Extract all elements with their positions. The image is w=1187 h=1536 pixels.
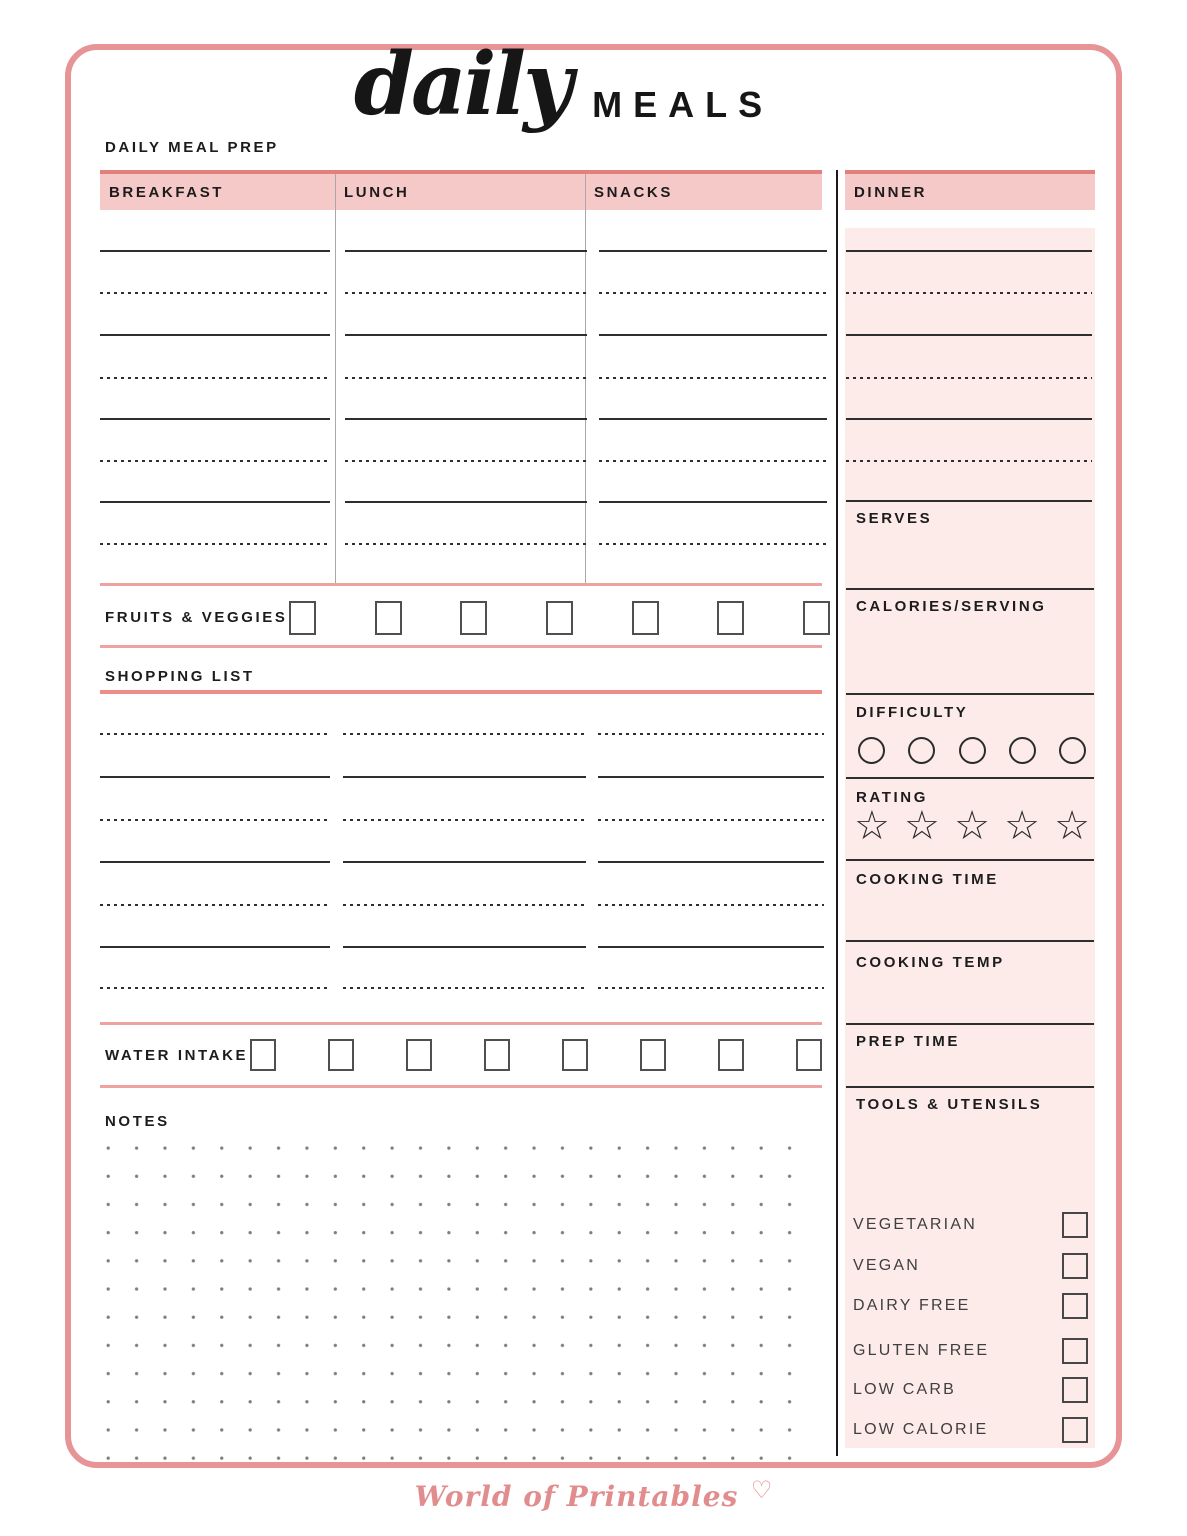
snacks-header-label: SNACKS xyxy=(594,183,673,201)
writing-line xyxy=(100,946,330,948)
dietary-row-dairy-free xyxy=(853,1292,1088,1320)
writing-line xyxy=(846,377,1092,379)
writing-line xyxy=(343,776,586,778)
writing-line xyxy=(598,819,824,821)
writing-line xyxy=(599,543,827,545)
writing-line xyxy=(599,418,827,420)
writing-line xyxy=(100,543,330,545)
breakfast-header-label: BREAKFAST xyxy=(109,183,225,201)
writing-line xyxy=(599,501,827,503)
writing-line xyxy=(100,904,330,906)
water-intake-checkboxes xyxy=(250,1039,822,1071)
writing-line xyxy=(598,946,824,948)
water-checkbox[interactable] xyxy=(484,1039,510,1071)
difficulty-circle[interactable] xyxy=(908,737,935,764)
field-separator xyxy=(846,588,1094,590)
writing-line xyxy=(343,861,586,863)
writing-line xyxy=(846,418,1092,420)
writing-line xyxy=(345,250,587,252)
writing-line xyxy=(598,987,824,989)
water-checkbox[interactable] xyxy=(250,1039,276,1071)
writing-line xyxy=(345,377,587,379)
field-separator xyxy=(846,1086,1094,1088)
snacks-header-cell xyxy=(585,174,822,210)
water-checkbox[interactable] xyxy=(718,1039,744,1071)
writing-line xyxy=(598,904,824,906)
cooking-temp-label: COOKING TEMP xyxy=(856,954,1005,971)
writing-line xyxy=(100,501,330,503)
writing-line xyxy=(846,292,1092,294)
footer-brand-text: World of Printables xyxy=(414,1480,739,1513)
writing-line xyxy=(345,501,587,503)
difficulty-circle[interactable] xyxy=(959,737,986,764)
lunch-header-cell xyxy=(335,174,585,210)
field-separator xyxy=(846,693,1094,695)
vegetarian-checkbox[interactable] xyxy=(1062,1212,1088,1238)
writing-line xyxy=(100,250,330,252)
shopping-list-underline xyxy=(100,690,822,694)
fruits-checkbox[interactable] xyxy=(375,601,402,635)
vegan-checkbox[interactable] xyxy=(1062,1253,1088,1279)
pink-separator xyxy=(100,1085,822,1088)
notes-label: NOTES xyxy=(105,1113,170,1130)
writing-line xyxy=(100,733,330,735)
writing-line xyxy=(345,460,587,462)
title-caps-word: MEALS xyxy=(592,84,774,125)
dinner-header xyxy=(845,170,1095,210)
field-separator xyxy=(846,859,1094,861)
dinner-header-label: DINNER xyxy=(854,183,928,201)
writing-line xyxy=(598,776,824,778)
writing-line xyxy=(345,418,587,420)
water-checkbox[interactable] xyxy=(406,1039,432,1071)
writing-line xyxy=(100,819,330,821)
dietary-row-vegetarian xyxy=(853,1211,1088,1239)
title-script-word: daily xyxy=(353,34,571,135)
water-intake-label: WATER INTAKE xyxy=(105,1047,249,1064)
writing-line xyxy=(100,861,330,863)
low-carb-checkbox[interactable] xyxy=(1062,1377,1088,1403)
page-title xyxy=(0,34,1157,152)
writing-line xyxy=(100,987,330,989)
notes-dot-grid xyxy=(94,1134,794,1464)
meal-table-header xyxy=(100,170,822,210)
difficulty-circle[interactable] xyxy=(1009,737,1036,764)
writing-line xyxy=(599,334,827,336)
star-icon[interactable]: ☆ xyxy=(954,803,990,849)
water-checkbox[interactable] xyxy=(562,1039,588,1071)
writing-line xyxy=(100,418,330,420)
writing-line xyxy=(345,292,587,294)
writing-line xyxy=(598,733,824,735)
pink-separator xyxy=(100,645,822,648)
fruits-checkbox[interactable] xyxy=(546,601,573,635)
heart-icon: ♡ xyxy=(750,1476,773,1504)
rating-stars xyxy=(854,803,1090,849)
difficulty-circles xyxy=(858,737,1086,764)
star-icon[interactable]: ☆ xyxy=(854,803,890,849)
pink-separator xyxy=(100,583,822,586)
gluten-free-label: GLUTEN FREE xyxy=(853,1342,990,1359)
writing-line xyxy=(100,377,330,379)
writing-line xyxy=(100,460,330,462)
low-calorie-checkbox[interactable] xyxy=(1062,1417,1088,1443)
writing-line xyxy=(598,861,824,863)
dietary-row-gluten-free xyxy=(853,1337,1088,1365)
sidebar-separator xyxy=(836,170,838,1456)
writing-line xyxy=(599,292,827,294)
writing-line xyxy=(343,733,586,735)
pink-separator xyxy=(100,1022,822,1025)
writing-line xyxy=(846,250,1092,252)
star-icon[interactable]: ☆ xyxy=(904,803,940,849)
writing-line xyxy=(343,819,586,821)
dietary-row-vegan xyxy=(853,1252,1088,1280)
water-checkbox[interactable] xyxy=(796,1039,822,1071)
cooking-time-label: COOKING TIME xyxy=(856,871,999,888)
writing-line xyxy=(599,250,827,252)
prep-time-label: PREP TIME xyxy=(856,1033,960,1050)
serves-label: SERVES xyxy=(856,510,933,527)
writing-line xyxy=(100,334,330,336)
writing-line xyxy=(345,543,587,545)
column-divider xyxy=(585,174,586,585)
writing-line xyxy=(343,904,586,906)
writing-line xyxy=(846,500,1092,502)
footer xyxy=(0,1476,1187,1513)
dinner-header-cell xyxy=(845,174,1095,210)
column-divider xyxy=(335,174,336,585)
rating-label: RATING xyxy=(856,789,928,806)
writing-line xyxy=(100,292,330,294)
star-icon[interactable]: ☆ xyxy=(1004,803,1040,849)
difficulty-circle[interactable] xyxy=(858,737,885,764)
tools-utensils-label: TOOLS & UTENSILS xyxy=(856,1096,1043,1113)
dairy-free-label: DAIRY FREE xyxy=(853,1297,971,1314)
gluten-free-checkbox[interactable] xyxy=(1062,1338,1088,1364)
low-calorie-label: LOW CALORIE xyxy=(853,1421,989,1438)
field-separator xyxy=(846,940,1094,942)
lunch-header-label: LUNCH xyxy=(344,183,410,201)
field-separator xyxy=(846,777,1094,779)
daily-meal-prep-label: DAILY MEAL PREP xyxy=(105,139,279,156)
calories-serving-label: CALORIES/SERVING xyxy=(856,598,1047,615)
writing-line xyxy=(343,987,586,989)
water-checkbox[interactable] xyxy=(640,1039,666,1071)
writing-line xyxy=(599,377,827,379)
fruits-checkbox[interactable] xyxy=(460,601,487,635)
writing-line xyxy=(343,946,586,948)
vegetarian-label: VEGETARIAN xyxy=(853,1216,977,1233)
fruits-checkbox[interactable] xyxy=(803,601,830,635)
fruits-veggies-checkboxes xyxy=(289,601,830,635)
shopping-list-label: SHOPPING LIST xyxy=(105,668,255,685)
writing-line xyxy=(345,334,587,336)
fruits-checkbox[interactable] xyxy=(717,601,744,635)
fruits-veggies-label: FRUITS & VEGGIES xyxy=(105,609,288,626)
writing-line xyxy=(100,776,330,778)
field-separator xyxy=(846,1023,1094,1025)
difficulty-label: DIFFICULTY xyxy=(856,704,969,721)
writing-line xyxy=(599,460,827,462)
star-icon[interactable]: ☆ xyxy=(1054,803,1090,849)
dairy-free-checkbox[interactable] xyxy=(1062,1293,1088,1319)
vegan-label: VEGAN xyxy=(853,1257,921,1274)
fruits-checkbox[interactable] xyxy=(632,601,659,635)
water-checkbox[interactable] xyxy=(328,1039,354,1071)
difficulty-circle[interactable] xyxy=(1059,737,1086,764)
dietary-row-low-calorie xyxy=(853,1416,1088,1444)
breakfast-header-cell xyxy=(100,174,335,210)
fruits-checkbox[interactable] xyxy=(289,601,316,635)
low-carb-label: LOW CARB xyxy=(853,1381,956,1398)
writing-line xyxy=(846,460,1092,462)
writing-line xyxy=(846,334,1092,336)
dietary-row-low-carb xyxy=(853,1376,1088,1404)
